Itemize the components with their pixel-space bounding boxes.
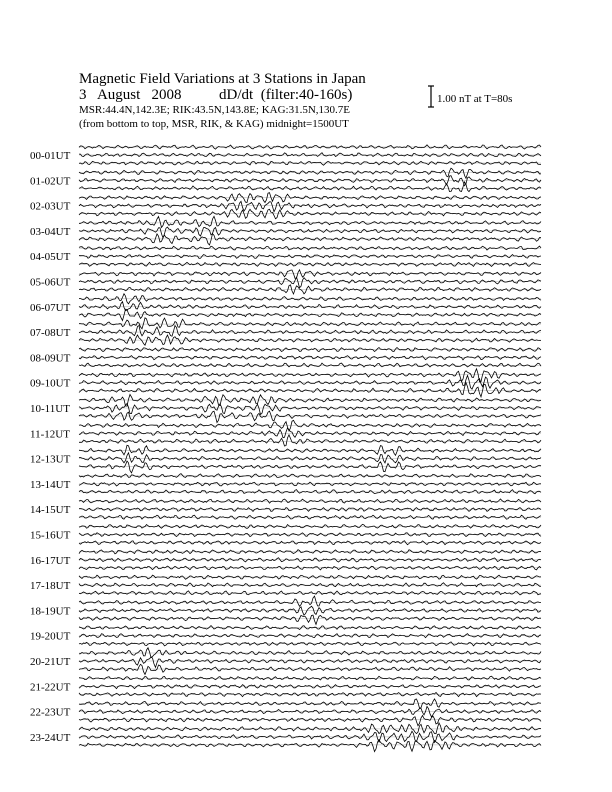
trace-kag: [79, 369, 541, 382]
hour-row: [30, 575, 541, 595]
hour-label: 05-06UT: [30, 276, 71, 289]
trace-msr: [79, 383, 541, 397]
trace-kag: [79, 723, 541, 734]
trace-rik: [79, 404, 541, 415]
trace-rik: [79, 201, 541, 211]
hour-row: [30, 626, 541, 646]
hour-label: 08-09UT: [30, 352, 71, 365]
hour-row: [30, 369, 541, 397]
hour-label: 03-04UT: [30, 225, 71, 238]
hour-row: [30, 348, 541, 368]
hour-row: [30, 648, 541, 675]
trace-rik: [79, 255, 541, 259]
trace-kag: [79, 145, 541, 149]
stations-line: MSR:44.4N,142.3E; RIK:43.5N,143.8E; KAG:31.5N,130.7E: [79, 104, 351, 116]
trace-msr: [79, 209, 541, 219]
trace-kag: [79, 420, 541, 431]
hour-label: 14-15UT: [30, 504, 71, 517]
hour-row: [30, 318, 541, 345]
hour-row: [30, 168, 541, 191]
hour-label: 21-22UT: [30, 681, 71, 694]
hour-row: [30, 524, 541, 544]
trace-rik: [79, 153, 541, 157]
hour-label: 20-21UT: [30, 656, 71, 668]
trace-rik: [79, 376, 541, 390]
trace-kag: [79, 445, 541, 455]
trace-kag: [79, 168, 541, 178]
chart-title: Magnetic Field Variations at 3 Stations in Japan: [79, 71, 366, 87]
trace-rik: [79, 583, 541, 587]
trace-msr: [79, 490, 541, 494]
hour-row: [30, 145, 541, 165]
trace-rik: [79, 685, 541, 689]
trace-rik: [79, 227, 541, 238]
trace-kag: [79, 596, 541, 606]
hour-row: [30, 723, 541, 752]
trace-msr: [79, 234, 541, 245]
trace-rik: [79, 356, 541, 360]
hour-label: 01-02UT: [30, 175, 71, 188]
midnight-note: midnight=1500UT: [266, 118, 349, 130]
hour-row: [30, 395, 541, 423]
trace-msr: [79, 693, 541, 697]
trace-kag: [79, 474, 541, 478]
trace-rik: [79, 482, 541, 486]
hour-label: 00-01UT: [30, 150, 71, 162]
hour-label: 17-18UT: [30, 580, 71, 593]
hour-row: [30, 270, 541, 294]
trace-msr: [79, 435, 541, 446]
trace-msr: [79, 541, 541, 545]
scale-bar-icon: [428, 86, 434, 107]
hour-row: [30, 294, 541, 321]
quantity-label: dD/dt: [219, 87, 254, 103]
hour-row: [30, 193, 541, 219]
hour-label: 02-03UT: [30, 200, 71, 213]
trace-msr: [79, 411, 541, 422]
hour-label: 12-13UT: [30, 453, 71, 466]
hour-row: [30, 420, 541, 446]
trace-msr: [79, 615, 541, 624]
trace-rik: [79, 326, 541, 337]
hour-label: 15-16UT: [30, 529, 71, 542]
trace-kag: [79, 216, 541, 227]
hour-row: [30, 499, 541, 519]
trace-rik: [79, 508, 541, 512]
hour-label: 13-14UT: [30, 478, 71, 491]
date-day: 3: [79, 87, 87, 103]
hour-label: 18-19UT: [30, 605, 71, 618]
trace-msr: [79, 161, 541, 165]
hour-row: [30, 596, 541, 624]
hour-label: 16-17UT: [30, 554, 71, 567]
hour-row: [30, 246, 541, 266]
date-year: 2008: [151, 87, 182, 103]
hour-label: 09-10UT: [30, 377, 71, 390]
date-month: August: [96, 87, 141, 103]
hour-label: 10-11UT: [30, 403, 70, 415]
hour-label: 19-20UT: [30, 630, 71, 643]
trace-rik: [79, 606, 541, 615]
hour-row: [30, 216, 541, 245]
trace-kag: [79, 395, 541, 407]
trace-kag: [79, 270, 541, 279]
hour-label: 04-05UT: [30, 251, 71, 264]
trace-rik: [79, 657, 541, 667]
trace-msr: [79, 740, 541, 752]
trace-rik: [79, 428, 541, 438]
trace-rik: [79, 176, 541, 186]
hour-row: [30, 699, 541, 726]
trace-msr: [79, 716, 541, 726]
hour-row: [30, 474, 541, 494]
filter-label: (filter:40-160s): [260, 87, 353, 103]
hour-label: 23-24UT: [30, 731, 71, 744]
order-note: (from bottom to top, MSR, RIK, & KAG): [79, 118, 264, 130]
trace-msr: [79, 461, 541, 473]
hour-label: 06-07UT: [30, 301, 71, 314]
trace-msr: [79, 363, 541, 367]
trace-kag: [79, 318, 541, 329]
hour-label: 11-12UT: [30, 428, 70, 441]
trace-msr: [79, 182, 541, 192]
trace-kag: [79, 648, 541, 658]
hour-label: 22-23UT: [30, 706, 71, 719]
trace-msr: [79, 664, 541, 674]
hour-label: 07-08UT: [30, 327, 71, 340]
trace-rik: [79, 277, 541, 288]
hour-row: [30, 550, 541, 570]
hour-row: [30, 676, 541, 696]
hour-row: [30, 445, 541, 473]
trace-rik: [79, 453, 541, 463]
trace-rik: [79, 302, 541, 311]
scale-bar-label: 1.00 nT at T=80s: [437, 93, 513, 105]
